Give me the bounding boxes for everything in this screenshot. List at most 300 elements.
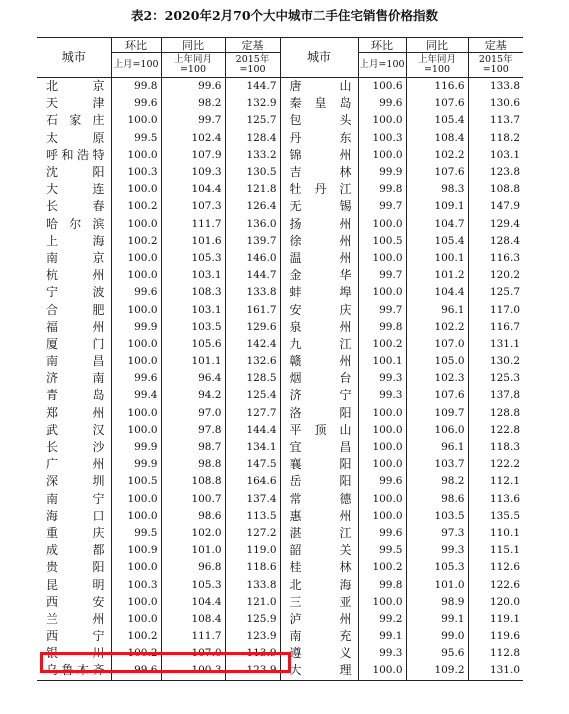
header-base-2: 定基	[468, 38, 523, 53]
mom-index-cell: 99.5	[358, 542, 406, 559]
yoy-index-cell: 107.3	[161, 198, 225, 215]
table-row	[37, 267, 523, 284]
table-row	[37, 525, 523, 542]
city-name-cell: 平顶山	[280, 422, 358, 439]
header-yoy-2: 同比	[406, 38, 468, 53]
city-name-cell: 徐州	[280, 233, 358, 250]
mom-index-cell: 99.8	[358, 576, 406, 593]
yoy-index-cell: 105.3	[161, 576, 225, 593]
base-index-cell: 113.6	[468, 491, 523, 508]
table-row	[37, 387, 523, 404]
yoy-index-cell: 104.4	[161, 181, 225, 198]
city-name-cell: 岳阳	[280, 473, 358, 490]
city-name-cell: 宁波	[46, 285, 105, 300]
yoy-index-cell: 105.4	[406, 233, 468, 250]
city-name-cell: 成都	[46, 543, 105, 558]
yoy-index-cell: 102.0	[161, 525, 225, 542]
yoy-index-cell: 98.2	[406, 473, 468, 490]
mom-index-cell: 100.1	[358, 353, 406, 370]
yoy-index-cell: 101.0	[406, 576, 468, 593]
table-row	[37, 284, 523, 301]
mom-index-cell: 100.0	[111, 336, 161, 353]
base-index-cell: 119.1	[468, 611, 523, 628]
mom-index-cell: 99.8	[111, 78, 161, 96]
mom-index-cell: 99.9	[358, 164, 406, 181]
city-name-cell: 合肥	[46, 302, 105, 317]
yoy-index-cell: 108.4	[406, 130, 468, 147]
base-index-cell: 128.8	[468, 405, 523, 422]
yoy-index-cell: 99.0	[406, 628, 468, 645]
table-row	[37, 112, 523, 129]
mom-index-cell: 100.0	[111, 250, 161, 267]
city-name-cell: 贵阳	[46, 560, 105, 575]
yoy-index-cell: 101.0	[161, 542, 225, 559]
mom-index-cell: 100.0	[111, 422, 161, 439]
yoy-index-cell: 107.9	[161, 147, 225, 164]
city-name-cell: 烟台	[280, 370, 358, 387]
price-index-table-container	[37, 37, 523, 681]
base-index-cell: 113.7	[468, 112, 523, 129]
mom-index-cell: 100.5	[358, 233, 406, 250]
mom-index-cell: 99.3	[358, 370, 406, 387]
city-name-cell: 锦州	[280, 147, 358, 164]
base-index-cell: 130.2	[468, 353, 523, 370]
mom-index-cell: 100.0	[358, 112, 406, 129]
mom-index-cell: 100.3	[358, 130, 406, 147]
city-name-cell: 南宁	[46, 491, 105, 506]
table-row	[37, 439, 523, 456]
base-index-cell: 115.1	[468, 542, 523, 559]
table-row	[37, 576, 523, 593]
header-base: 定基	[225, 38, 280, 53]
city-name-cell: 长春	[46, 199, 105, 214]
table-row	[37, 456, 523, 473]
header-mom-2: 环比	[358, 38, 406, 53]
city-name-cell: 洛阳	[280, 405, 358, 422]
base-index-cell: 128.4	[468, 233, 523, 250]
table-title: 表2：2020年2月70个大中城市二手住宅销售价格指数	[130, 8, 439, 23]
mom-index-cell: 99.6	[358, 525, 406, 542]
base-index-cell: 118.2	[468, 130, 523, 147]
base-index-cell: 125.7	[468, 284, 523, 301]
yoy-index-cell: 104.4	[161, 594, 225, 611]
base-index-cell: 161.7	[225, 301, 280, 318]
yoy-index-cell: 98.8	[161, 456, 225, 473]
base-index-cell: 132.9	[225, 95, 280, 112]
header-yoy-sub-2: 上年同月=100	[406, 53, 468, 78]
table-row	[37, 405, 523, 422]
base-index-cell: 131.0	[468, 662, 523, 680]
yoy-index-cell: 105.4	[406, 112, 468, 129]
table-row	[37, 628, 523, 645]
city-name-cell: 济南	[46, 371, 105, 386]
table-row	[37, 491, 523, 508]
yoy-index-cell: 97.0	[161, 405, 225, 422]
yoy-index-cell: 102.4	[161, 130, 225, 147]
city-name-cell: 吉林	[280, 164, 358, 181]
table-row	[37, 181, 523, 198]
base-index-cell: 128.4	[225, 130, 280, 147]
base-index-cell: 122.2	[468, 456, 523, 473]
mom-index-cell: 99.6	[111, 95, 161, 112]
yoy-index-cell: 111.7	[161, 216, 225, 233]
table-row	[37, 233, 523, 250]
yoy-index-cell: 104.4	[406, 284, 468, 301]
base-index-cell: 108.8	[468, 181, 523, 198]
mom-index-cell: 100.0	[358, 284, 406, 301]
city-name-cell: 蚌埠	[280, 284, 358, 301]
city-name-cell: 泉州	[280, 319, 358, 336]
city-name-cell: 长沙	[46, 440, 105, 455]
table-body	[37, 78, 523, 681]
mom-index-cell: 99.9	[111, 439, 161, 456]
table-row	[37, 422, 523, 439]
table-row	[37, 370, 523, 387]
yoy-index-cell: 96.1	[406, 439, 468, 456]
base-index-cell: 126.4	[225, 198, 280, 215]
mom-index-cell: 99.9	[111, 319, 161, 336]
base-index-cell: 125.3	[468, 370, 523, 387]
city-name-cell: 遵义	[280, 645, 358, 662]
table-row	[37, 216, 523, 233]
mom-index-cell: 100.2	[111, 233, 161, 250]
yoy-index-cell: 100.3	[161, 662, 225, 680]
mom-index-cell: 100.0	[111, 594, 161, 611]
city-name-cell: 扬州	[280, 216, 358, 233]
yoy-index-cell: 108.8	[161, 473, 225, 490]
mom-index-cell: 100.0	[111, 405, 161, 422]
base-index-cell: 128.5	[225, 370, 280, 387]
mom-index-cell: 100.0	[111, 301, 161, 318]
yoy-index-cell: 102.2	[406, 147, 468, 164]
mom-index-cell: 99.6	[111, 370, 161, 387]
base-index-cell: 129.6	[225, 319, 280, 336]
mom-index-cell: 100.0	[111, 491, 161, 508]
yoy-index-cell: 105.3	[406, 559, 468, 576]
city-name-cell: 武汉	[46, 422, 105, 437]
mom-index-cell: 100.0	[358, 216, 406, 233]
yoy-index-cell: 96.8	[161, 559, 225, 576]
yoy-index-cell: 96.4	[161, 370, 225, 387]
table-row	[37, 250, 523, 267]
city-name-cell: 北海	[280, 576, 358, 593]
mom-index-cell: 100.9	[111, 542, 161, 559]
yoy-index-cell: 103.1	[161, 267, 225, 284]
yoy-index-cell: 108.3	[161, 284, 225, 301]
base-index-cell: 116.7	[468, 319, 523, 336]
yoy-index-cell: 104.7	[406, 216, 468, 233]
base-index-cell: 133.8	[468, 78, 523, 96]
yoy-index-cell: 99.1	[406, 611, 468, 628]
mom-index-cell: 100.0	[111, 216, 161, 233]
mom-index-cell: 100.0	[358, 508, 406, 525]
city-name-cell: 上海	[46, 233, 105, 248]
base-index-cell: 131.1	[468, 336, 523, 353]
mom-index-cell: 99.7	[358, 301, 406, 318]
city-name-cell: 大连	[46, 182, 105, 197]
city-name-cell: 昆明	[46, 577, 105, 592]
city-name-cell: 宜昌	[280, 439, 358, 456]
city-name-cell: 福州	[46, 319, 105, 334]
city-name-cell: 秦皇岛	[280, 95, 358, 112]
city-name-cell: 济宁	[280, 387, 358, 404]
base-index-cell: 112.6	[468, 559, 523, 576]
base-index-cell: 130.5	[225, 164, 280, 181]
mom-index-cell: 99.5	[111, 130, 161, 147]
base-index-cell: 144.7	[225, 267, 280, 284]
table-row	[37, 319, 523, 336]
city-name-cell: 杭州	[46, 268, 105, 283]
table-row	[37, 559, 523, 576]
yoy-index-cell: 99.3	[406, 542, 468, 559]
base-index-cell: 125.9	[225, 611, 280, 628]
yoy-index-cell: 97.8	[161, 422, 225, 439]
mom-index-cell: 100.0	[111, 181, 161, 198]
yoy-index-cell: 103.7	[406, 456, 468, 473]
header-city-2: 城市	[280, 38, 358, 78]
yoy-index-cell: 98.6	[161, 508, 225, 525]
yoy-index-cell: 94.2	[161, 387, 225, 404]
mom-index-cell: 99.6	[358, 95, 406, 112]
header-mom-sub: 上月=100	[111, 53, 161, 78]
mom-index-cell: 99.5	[111, 525, 161, 542]
base-index-cell: 136.0	[225, 216, 280, 233]
mom-index-cell: 100.0	[111, 611, 161, 628]
header-yoy-sub: 上年同月=100	[161, 53, 225, 78]
yoy-index-cell: 98.3	[406, 181, 468, 198]
base-index-cell: 135.5	[468, 508, 523, 525]
city-name-cell: 金华	[280, 267, 358, 284]
yoy-index-cell: 95.6	[406, 645, 468, 662]
yoy-index-cell: 98.2	[161, 95, 225, 112]
mom-index-cell: 99.4	[111, 387, 161, 404]
yoy-index-cell: 107.6	[406, 164, 468, 181]
mom-index-cell: 99.7	[358, 267, 406, 284]
yoy-index-cell: 100.1	[406, 250, 468, 267]
base-index-cell: 116.3	[468, 250, 523, 267]
mom-index-cell: 100.0	[358, 491, 406, 508]
mom-index-cell: 100.0	[111, 559, 161, 576]
yoy-index-cell: 101.1	[161, 353, 225, 370]
city-name-cell: 桂林	[280, 559, 358, 576]
table-row	[37, 147, 523, 164]
mom-index-cell: 100.0	[358, 456, 406, 473]
city-name-cell: 三亚	[280, 594, 358, 611]
mom-index-cell: 99.9	[111, 456, 161, 473]
mom-index-cell: 100.0	[358, 662, 406, 680]
table-row	[37, 95, 523, 112]
yoy-index-cell: 105.3	[161, 250, 225, 267]
city-name-cell: 呼和浩特	[46, 147, 105, 162]
table-row	[37, 198, 523, 215]
mom-index-cell: 100.2	[111, 645, 161, 662]
mom-index-cell: 100.2	[111, 198, 161, 215]
base-index-cell: 125.4	[225, 387, 280, 404]
table-row	[37, 353, 523, 370]
base-index-cell: 164.6	[225, 473, 280, 490]
table-row	[37, 78, 523, 96]
yoy-index-cell: 98.6	[406, 491, 468, 508]
base-index-cell: 122.6	[468, 576, 523, 593]
mom-index-cell: 100.0	[111, 508, 161, 525]
base-index-cell: 112.1	[468, 473, 523, 490]
city-name-cell: 南充	[280, 628, 358, 645]
city-name-cell: 银川	[46, 646, 105, 661]
base-index-cell: 121.8	[225, 181, 280, 198]
yoy-index-cell: 111.7	[161, 628, 225, 645]
mom-index-cell: 100.0	[358, 594, 406, 611]
city-name-cell: 海口	[46, 508, 105, 523]
base-index-cell: 125.7	[225, 112, 280, 129]
mom-index-cell: 100.2	[358, 336, 406, 353]
city-name-cell: 太原	[46, 130, 105, 145]
mom-index-cell: 100.0	[358, 422, 406, 439]
city-name-cell: 深圳	[46, 474, 105, 489]
mom-index-cell: 99.6	[111, 662, 161, 680]
city-name-cell: 广州	[46, 457, 105, 472]
mom-index-cell: 99.1	[358, 628, 406, 645]
base-index-cell: 127.2	[225, 525, 280, 542]
yoy-index-cell: 103.5	[161, 319, 225, 336]
mom-index-cell: 100.3	[111, 576, 161, 593]
yoy-index-cell: 109.1	[406, 198, 468, 215]
base-index-cell: 139.7	[225, 233, 280, 250]
base-index-cell: 144.7	[225, 78, 280, 96]
yoy-index-cell: 107.0	[161, 645, 225, 662]
header-city: 城市	[37, 38, 111, 78]
mom-index-cell: 100.0	[358, 250, 406, 267]
table-row	[37, 542, 523, 559]
city-name-cell: 乌鲁木齐	[37, 662, 111, 680]
table-row	[37, 662, 523, 680]
mom-index-cell: 99.8	[358, 181, 406, 198]
mom-index-cell: 99.3	[358, 645, 406, 662]
yoy-index-cell: 100.7	[161, 491, 225, 508]
yoy-index-cell: 102.2	[406, 319, 468, 336]
base-index-cell: 119.6	[468, 628, 523, 645]
yoy-index-cell: 109.2	[406, 662, 468, 680]
city-name-cell: 北京	[46, 79, 105, 94]
yoy-index-cell: 97.3	[406, 525, 468, 542]
base-index-cell: 120.2	[468, 267, 523, 284]
mom-index-cell: 100.2	[111, 628, 161, 645]
base-index-cell: 129.4	[468, 216, 523, 233]
mom-index-cell: 100.3	[111, 164, 161, 181]
mom-index-cell: 100.0	[358, 439, 406, 456]
yoy-index-cell: 107.6	[406, 387, 468, 404]
yoy-index-cell: 109.7	[406, 405, 468, 422]
city-name-cell: 南昌	[46, 354, 105, 369]
base-index-cell: 133.8	[225, 576, 280, 593]
city-name-cell: 石家庄	[46, 113, 105, 128]
header-mom-sub-2: 上月=100	[358, 53, 406, 78]
header-base-sub-2: 2015年=100	[468, 53, 523, 78]
base-index-cell: 119.0	[225, 542, 280, 559]
base-index-cell: 118.3	[468, 439, 523, 456]
base-index-cell: 121.0	[225, 594, 280, 611]
mom-index-cell: 99.3	[358, 387, 406, 404]
base-index-cell: 112.8	[468, 645, 523, 662]
base-index-cell: 144.4	[225, 422, 280, 439]
table-row	[37, 336, 523, 353]
base-index-cell: 137.4	[225, 491, 280, 508]
city-name-cell: 九江	[280, 336, 358, 353]
table-row	[37, 594, 523, 611]
city-name-cell: 泸州	[280, 611, 358, 628]
yoy-index-cell: 98.7	[161, 439, 225, 456]
city-name-cell: 襄阳	[280, 456, 358, 473]
yoy-index-cell: 109.3	[161, 164, 225, 181]
yoy-index-cell: 101.6	[161, 233, 225, 250]
mom-index-cell: 100.6	[358, 78, 406, 96]
header-base-sub: 2015年=100	[225, 53, 280, 78]
mom-index-cell: 100.0	[111, 147, 161, 164]
city-name-cell: 郑州	[46, 405, 105, 420]
table-row	[37, 611, 523, 628]
mom-index-cell: 100.0	[111, 267, 161, 284]
price-index-table	[37, 37, 523, 681]
yoy-index-cell: 96.1	[406, 301, 468, 318]
base-index-cell: 133.2	[225, 147, 280, 164]
city-name-cell: 重庆	[46, 525, 105, 540]
mom-index-cell: 99.6	[358, 473, 406, 490]
city-name-cell: 韶关	[280, 542, 358, 559]
base-index-cell: 127.7	[225, 405, 280, 422]
base-index-cell: 123.9	[225, 662, 280, 680]
base-index-cell: 122.8	[468, 422, 523, 439]
base-index-cell: 117.0	[468, 301, 523, 318]
yoy-index-cell: 101.2	[406, 267, 468, 284]
city-name-cell: 南京	[46, 250, 105, 265]
base-index-cell: 120.0	[468, 594, 523, 611]
base-index-cell: 113.9	[225, 645, 280, 662]
city-name-cell: 大理	[280, 662, 358, 680]
table-row	[37, 164, 523, 181]
city-name-cell: 唐山	[280, 78, 358, 96]
city-name-cell: 无锡	[280, 198, 358, 215]
header-yoy: 同比	[161, 38, 225, 53]
city-name-cell: 天津	[46, 96, 105, 111]
yoy-index-cell: 99.6	[161, 78, 225, 96]
yoy-index-cell: 103.5	[406, 508, 468, 525]
city-name-cell: 厦门	[46, 336, 105, 351]
header-mom: 环比	[111, 38, 161, 53]
city-name-cell: 牡丹江	[280, 181, 358, 198]
city-name-cell: 包头	[280, 112, 358, 129]
mom-index-cell: 100.0	[111, 112, 161, 129]
base-index-cell: 137.8	[468, 387, 523, 404]
yoy-index-cell: 99.7	[161, 112, 225, 129]
city-name-cell: 青岛	[46, 388, 105, 403]
base-index-cell: 146.0	[225, 250, 280, 267]
yoy-index-cell: 107.6	[406, 95, 468, 112]
city-name-cell: 常德	[280, 491, 358, 508]
mom-index-cell: 100.0	[358, 147, 406, 164]
city-name-cell: 兰州	[46, 611, 105, 626]
city-name-cell: 湛江	[280, 525, 358, 542]
yoy-index-cell: 105.6	[161, 336, 225, 353]
yoy-index-cell: 105.0	[406, 353, 468, 370]
yoy-index-cell: 98.9	[406, 594, 468, 611]
mom-index-cell: 100.5	[111, 473, 161, 490]
table-row	[37, 301, 523, 318]
table-row	[37, 645, 523, 662]
city-name-cell: 温州	[280, 250, 358, 267]
table-row	[37, 473, 523, 490]
base-index-cell: 123.8	[468, 164, 523, 181]
yoy-index-cell: 102.3	[406, 370, 468, 387]
base-index-cell: 123.9	[225, 628, 280, 645]
